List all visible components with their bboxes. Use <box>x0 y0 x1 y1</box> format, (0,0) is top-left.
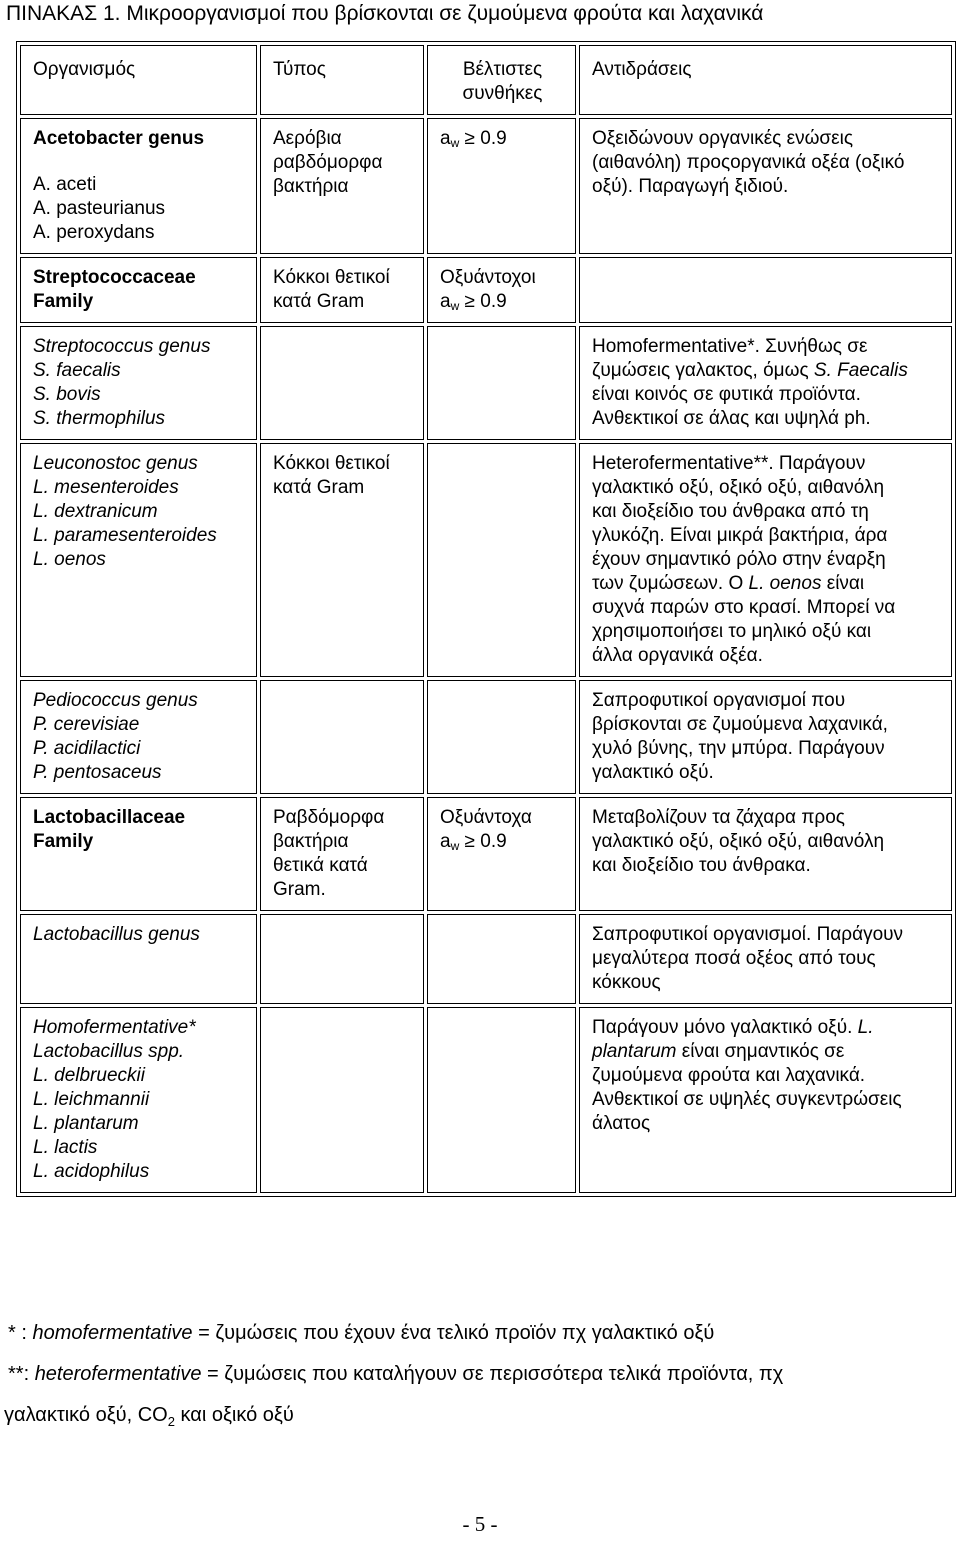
reaction-text: γαλακτικό οξύ. <box>592 762 714 783</box>
table-row <box>20 1007 952 1193</box>
header-reactions: Αντιδράσεις <box>579 45 952 115</box>
reaction-text: συχνά παρών στο κρασί. Μπορεί να <box>592 597 896 618</box>
species-name: A. aceti <box>33 174 97 195</box>
species-name: L. acidophilus <box>33 1161 150 1182</box>
reaction-text: plantarum είναι σημαντικός σε <box>592 1041 845 1062</box>
reaction-text: άλατος <box>592 1113 651 1134</box>
type-cell <box>260 797 424 911</box>
organism-name: Acetobacter genus <box>33 128 205 149</box>
reactions-cell <box>579 797 952 911</box>
table-title: ΠΙΝΑΚΑΣ 1. Μικροοργανισμοί που βρίσκονται σε ζυμούμενα φρούτα και λαχανικά <box>6 2 764 25</box>
type-text: Κόκκοι θετικοί <box>273 453 390 474</box>
family-name: Streptococcaceae <box>33 267 196 288</box>
reaction-text: χρησιμοποιήσει το μηλικό οξύ και <box>592 621 872 642</box>
reaction-text: ζυμώσεις γαλακτος, όμως S. Faecalis <box>592 360 908 381</box>
reaction-text: Σαπροφυτικοί οργανισμοί που <box>592 690 846 711</box>
microorganisms-table <box>16 41 956 1197</box>
reaction-text: ζυμούμενα φρούτα και λαχανικά. <box>592 1065 866 1086</box>
type-text: Ραβδόμορφα <box>273 807 385 828</box>
organism-cell <box>20 914 257 1004</box>
type-cell <box>260 914 424 1004</box>
species-name: S. faecalis <box>33 360 121 381</box>
reaction-text: Heterofermentative**. Παράγουν <box>592 453 866 474</box>
conditions-cell <box>427 914 576 1004</box>
header-conditions-line2: συνθήκες <box>462 83 543 104</box>
reaction-text: Homofermentative*. Συνήθως σε <box>592 336 868 357</box>
footnote-continuation: γαλακτικό οξύ, $CO_2$ και οξικό οξύ <box>4 1404 294 1429</box>
species-name: L. oenos <box>33 549 106 570</box>
reaction-text: Σαπροφυτικοί οργανισμοί. Παράγουν <box>592 924 904 945</box>
species-name: Lactobacillus spp. <box>33 1041 185 1062</box>
type-cell <box>260 326 424 440</box>
family-name: Family <box>33 291 94 312</box>
reaction-text: και διοξείδιο του άνθρακα. <box>592 855 811 876</box>
type-text: θετικά κατά <box>273 855 368 876</box>
organism-cell <box>20 680 257 794</box>
footnote-homofermentative: * : homofermentative = ζυμώσεις που έχουν ένα τελικό προϊόν πχ γαλακτικό οξύ <box>8 1322 715 1344</box>
reaction-text: γαλακτικό οξύ, οξικό οξύ, αιθανόλη <box>592 477 885 498</box>
genus-name: Lactobacillus genus <box>33 924 200 945</box>
species-name: L. leichmannii <box>33 1089 150 1110</box>
species-name: L. dextranicum <box>33 501 158 522</box>
species-name: L. plantarum <box>33 1113 139 1134</box>
organism-cell <box>20 118 257 254</box>
type-cell <box>260 443 424 677</box>
type-cell <box>260 118 424 254</box>
reaction-text: (αιθανόλη) προςοργανικά οξέα (οξικό <box>592 152 905 173</box>
type-text: βακτήρια <box>273 176 349 197</box>
genus-name: Streptococcus genus <box>33 336 211 357</box>
reactions-cell <box>579 680 952 794</box>
table-row <box>20 914 952 1004</box>
type-text: Κόκκοι θετικοί <box>273 267 390 288</box>
reactions-cell <box>579 914 952 1004</box>
organism-cell <box>20 797 257 911</box>
footnote-heterofermentative: **: heterofermentative = ζυμώσεις που καταλήγουν σε περισσότερα τελικά προϊόντα, πχ <box>8 1363 784 1385</box>
reactions-cell <box>579 257 952 323</box>
type-text: ραβδόμορφα <box>273 152 383 173</box>
conditions-cell <box>427 797 576 911</box>
reactions-cell <box>579 326 952 440</box>
reactions-cell <box>579 443 952 677</box>
condition-text: Οξυάντοχα <box>440 807 532 828</box>
species-name: S. thermophilus <box>33 408 166 429</box>
reaction-text: γαλακτικό οξύ, οξικό οξύ, αιθανόλη <box>592 831 885 852</box>
header-conditions <box>427 45 576 115</box>
family-name: Family <box>33 831 94 852</box>
table-row <box>20 257 952 323</box>
reaction-text: Ανθεκτικοί σε άλας και υψηλά ph. <box>592 408 871 429</box>
reaction-text: χυλό βύνης, την μπύρα. Παράγουν <box>592 738 885 759</box>
species-name: S. bovis <box>33 384 101 405</box>
reaction-text: Παράγουν μόνο γαλακτικό οξύ. L. <box>592 1017 874 1038</box>
species-name: P. cerevisiae <box>33 714 140 735</box>
reactions-cell <box>579 118 952 254</box>
reaction-text: Οξειδώνουν οργανικές ενώσεις <box>592 128 853 149</box>
water-activity: $a_w \ge 0.9$ <box>440 128 507 150</box>
reaction-text: Ανθεκτικοί σε υψηλές συγκεντρώσεις <box>592 1089 902 1110</box>
reactions-cell <box>579 1007 952 1193</box>
type-text: Gram. <box>273 879 326 900</box>
species-name: L. delbrueckii <box>33 1065 145 1086</box>
reaction-text: κόκκους <box>592 972 661 993</box>
conditions-cell <box>427 326 576 440</box>
conditions-cell <box>427 257 576 323</box>
reaction-text: και διοξείδιο του άνθρακα από τη <box>592 501 869 522</box>
table-row <box>20 443 952 677</box>
type-cell <box>260 680 424 794</box>
table-header-row <box>20 45 952 115</box>
organism-cell <box>20 443 257 677</box>
genus-name: Leuconostoc genus <box>33 453 198 474</box>
table-row <box>20 326 952 440</box>
reaction-text: έχουν σημαντικό ρόλο στην έναρξη <box>592 549 886 570</box>
reaction-text: μεγαλύτερα ποσά οξέος από τους <box>592 948 876 969</box>
condition-text: Οξυάντοχοι <box>440 267 536 288</box>
water-activity: $a_w \ge 0.9$ <box>440 831 507 853</box>
conditions-cell <box>427 1007 576 1193</box>
reaction-text: βρίσκονται σε ζυμούμενα λαχανικά, <box>592 714 888 735</box>
genus-name: Pediococcus genus <box>33 690 198 711</box>
species-name: P. pentosaceus <box>33 762 162 783</box>
header-conditions-line1: Βέλτιστες <box>462 59 543 80</box>
family-name: Lactobacillaceae <box>33 807 186 828</box>
water-activity: $a_w \ge 0.9$ <box>440 291 507 313</box>
reaction-text: άλλα οργανικά οξέα. <box>592 645 763 666</box>
reaction-text: οξύ). Παραγωγή ξιδιού. <box>592 176 789 197</box>
type-text: Αερόβια <box>273 128 342 149</box>
reaction-text: είναι κοινός σε φυτικά προϊόντα. <box>592 384 861 405</box>
reaction-text: Μεταβολίζουν τα ζάχαρα προς <box>592 807 845 828</box>
type-text: βακτήρια <box>273 831 349 852</box>
species-name: L. mesenteroides <box>33 477 179 498</box>
table-row <box>20 680 952 794</box>
type-text: κατά Gram <box>273 477 365 498</box>
table-row <box>20 797 952 911</box>
conditions-cell <box>427 680 576 794</box>
organism-cell <box>20 257 257 323</box>
type-cell <box>260 257 424 323</box>
species-name: A. peroxydans <box>33 222 155 243</box>
conditions-cell <box>427 443 576 677</box>
type-text: κατά Gram <box>273 291 365 312</box>
conditions-cell <box>427 118 576 254</box>
header-type: Τύπος <box>260 45 424 115</box>
reaction-text: των ζυμώσεων. Ο L. oenos είναι <box>592 573 865 594</box>
species-name: L. paramesenteroides <box>33 525 217 546</box>
header-organism: Οργανισμός <box>20 45 257 115</box>
type-cell <box>260 1007 424 1193</box>
species-name: A. pasteurianus <box>33 198 166 219</box>
page-number: - 5 - <box>462 1512 498 1536</box>
species-name: P. acidilactici <box>33 738 141 759</box>
reaction-text: γλυκόζη. Είναι μικρά βακτήρια, άρα <box>592 525 888 546</box>
table-row <box>20 118 952 254</box>
organism-cell <box>20 326 257 440</box>
group-name: Homofermentative* <box>33 1017 196 1038</box>
species-name: L. lactis <box>33 1137 98 1158</box>
organism-cell <box>20 1007 257 1193</box>
